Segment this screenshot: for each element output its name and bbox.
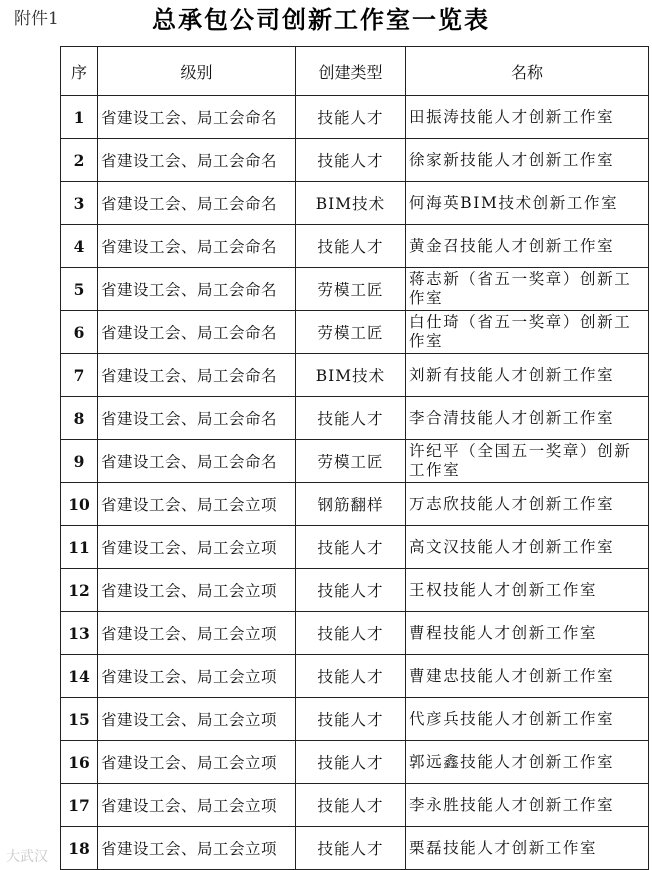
row-type: 技能人才	[296, 526, 406, 569]
table-header	[61, 47, 649, 96]
row-name: 郭远鑫技能人才创新工作室	[406, 741, 649, 784]
table-row	[61, 397, 649, 440]
row-name: 李永胜技能人才创新工作室	[406, 784, 649, 827]
row-name: 栗磊技能人才创新工作室	[406, 827, 649, 870]
table-row	[61, 354, 649, 397]
row-index: 17	[61, 784, 98, 827]
table-row	[61, 139, 649, 182]
row-name: 曹建忠技能人才创新工作室	[406, 655, 649, 698]
row-index: 8	[61, 397, 98, 440]
row-level: 省建设工会、局工会命名	[98, 397, 296, 440]
row-level: 省建设工会、局工会命名	[98, 354, 296, 397]
row-level: 省建设工会、局工会立项	[98, 655, 296, 698]
row-type: 技能人才	[296, 698, 406, 741]
row-name: 李合清技能人才创新工作室	[406, 397, 649, 440]
row-type: 技能人才	[296, 225, 406, 268]
table-row	[61, 268, 649, 311]
row-level: 省建设工会、局工会命名	[98, 182, 296, 225]
row-type: 技能人才	[296, 569, 406, 612]
row-type: 技能人才	[296, 612, 406, 655]
row-type: 技能人才	[296, 827, 406, 870]
row-level: 省建设工会、局工会立项	[98, 698, 296, 741]
row-name: 高文汉技能人才创新工作室	[406, 526, 649, 569]
table-row	[61, 698, 649, 741]
row-level: 省建设工会、局工会命名	[98, 225, 296, 268]
row-type: 技能人才	[296, 139, 406, 182]
row-index: 1	[61, 96, 98, 139]
row-name: 代彦兵技能人才创新工作室	[406, 698, 649, 741]
table-row	[61, 440, 649, 483]
header-row	[61, 47, 649, 96]
row-index: 15	[61, 698, 98, 741]
row-name: 王权技能人才创新工作室	[406, 569, 649, 612]
row-level: 省建设工会、局工会立项	[98, 827, 296, 870]
row-type: BIM技术	[296, 354, 406, 397]
table-body	[61, 96, 649, 870]
row-name: 蒋志新（省五一奖章）创新工作室	[406, 268, 649, 311]
row-type: BIM技术	[296, 182, 406, 225]
row-name: 许纪平（全国五一奖章）创新工作室	[406, 440, 649, 483]
row-level: 省建设工会、局工会立项	[98, 526, 296, 569]
row-level: 省建设工会、局工会立项	[98, 483, 296, 526]
row-type: 技能人才	[296, 655, 406, 698]
header-name: 名称	[406, 47, 649, 96]
row-name: 白仕琦（省五一奖章）创新工作室	[406, 311, 649, 354]
table-row	[61, 311, 649, 354]
row-index: 5	[61, 268, 98, 311]
row-index: 13	[61, 612, 98, 655]
row-index: 14	[61, 655, 98, 698]
row-type: 技能人才	[296, 741, 406, 784]
row-index: 16	[61, 741, 98, 784]
table-row	[61, 182, 649, 225]
table-row	[61, 526, 649, 569]
table-row	[61, 96, 649, 139]
row-index: 10	[61, 483, 98, 526]
row-index: 18	[61, 827, 98, 870]
row-name: 徐家新技能人才创新工作室	[406, 139, 649, 182]
row-index: 9	[61, 440, 98, 483]
row-type: 劳模工匠	[296, 311, 406, 354]
row-level: 省建设工会、局工会立项	[98, 612, 296, 655]
row-level: 省建设工会、局工会立项	[98, 569, 296, 612]
watermark: 大武汉	[6, 849, 48, 865]
row-level: 省建设工会、局工会立项	[98, 784, 296, 827]
row-type: 劳模工匠	[296, 440, 406, 483]
table-row	[61, 483, 649, 526]
row-type: 钢筋翻样	[296, 483, 406, 526]
row-index: 2	[61, 139, 98, 182]
row-index: 11	[61, 526, 98, 569]
header-level: 级别	[98, 47, 296, 96]
table-row	[61, 655, 649, 698]
row-index: 3	[61, 182, 98, 225]
row-name: 曹程技能人才创新工作室	[406, 612, 649, 655]
row-level: 省建设工会、局工会命名	[98, 268, 296, 311]
table-row	[61, 612, 649, 655]
row-type: 技能人才	[296, 96, 406, 139]
header-type: 创建类型	[296, 47, 406, 96]
header-index: 序	[61, 47, 98, 96]
row-type: 劳模工匠	[296, 268, 406, 311]
studio-table	[60, 46, 649, 870]
row-type: 技能人才	[296, 397, 406, 440]
table-row	[61, 784, 649, 827]
row-level: 省建设工会、局工会立项	[98, 741, 296, 784]
table-row	[61, 225, 649, 268]
row-name: 黄金召技能人才创新工作室	[406, 225, 649, 268]
document-title: 总承包公司创新工作室一览表	[152, 5, 490, 34]
row-level: 省建设工会、局工会命名	[98, 311, 296, 354]
row-level: 省建设工会、局工会命名	[98, 96, 296, 139]
row-level: 省建设工会、局工会命名	[98, 139, 296, 182]
row-index: 6	[61, 311, 98, 354]
table-row	[61, 741, 649, 784]
row-name: 万志欣技能人才创新工作室	[406, 483, 649, 526]
row-name: 田振涛技能人才创新工作室	[406, 96, 649, 139]
table-row	[61, 827, 649, 870]
row-index: 12	[61, 569, 98, 612]
row-index: 4	[61, 225, 98, 268]
row-level: 省建设工会、局工会命名	[98, 440, 296, 483]
row-type: 技能人才	[296, 784, 406, 827]
row-index: 7	[61, 354, 98, 397]
row-name: 刘新有技能人才创新工作室	[406, 354, 649, 397]
attachment-label: 附件1	[14, 9, 59, 29]
table-row	[61, 569, 649, 612]
row-name: 何海英BIM技术创新工作室	[406, 182, 649, 225]
